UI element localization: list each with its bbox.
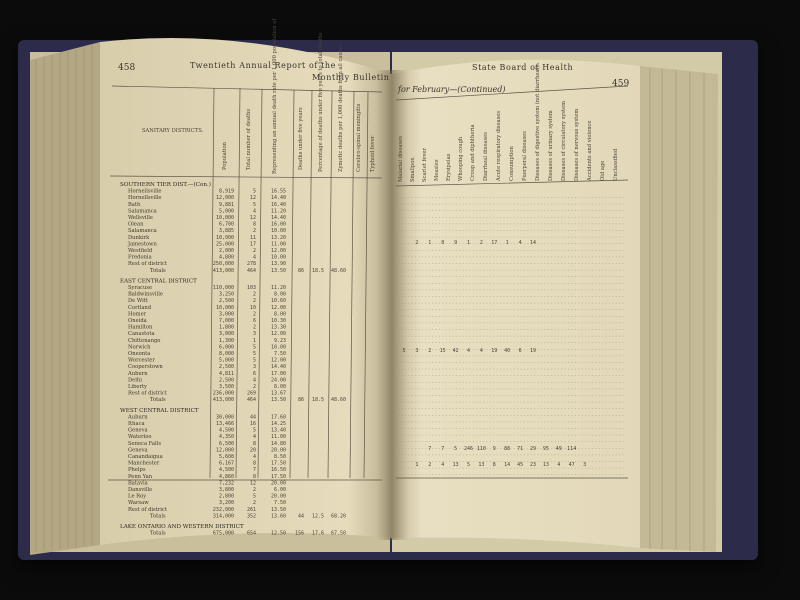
cell-value: 6 [518,348,522,354]
cell-value: 9.23 [273,337,286,344]
district-name: Chittenango [128,337,161,344]
cell-value: 10.00 [270,254,286,261]
cell-value: 3,500 [218,384,234,390]
cell-value: 246 [463,446,474,452]
cell-value: 2,500 [218,364,234,371]
cell-value: 20 [249,447,256,454]
cell-value: 13.30 [270,324,286,331]
cell-value: 13.50 [270,506,286,513]
cell-value: 110 [476,446,486,452]
cell-value: 30,000 [215,414,234,421]
cell-value: 5,608 [218,454,234,460]
district-name: Dansville [128,487,153,493]
cell-value: 11.20 [270,208,286,215]
totals-value: 156 [294,530,304,537]
totals-value: 67.50 [330,530,346,537]
section-title: LAKE ONTARIO AND WESTERN DISTRICT [120,524,244,530]
col-header-population: Population [222,141,228,170]
cell-value: 13.20 [270,234,286,241]
cell-value: 1,300 [218,337,234,344]
district-name: Dunkirk [128,234,150,241]
cell-value: 20.00 [270,493,286,500]
section-title: SOUTHERN TIER DIST.—(Con.) [120,182,211,188]
col-header-consumption: Consumption [509,146,515,181]
district-name: Salamanca [128,208,157,215]
district-name: Rest of district [128,390,167,397]
cell-value: 4 [518,240,522,246]
cell-value: 7 [428,446,432,452]
cell-value: 5,000 [218,357,234,364]
district-name: Wellsville [128,215,153,221]
cell-value: 40 [504,348,511,354]
cell-value: 8,000 [218,351,234,357]
right-running-header: State Board of Health [472,63,574,72]
district-name: Worcester [128,357,155,364]
cell-value: 19 [529,348,537,354]
cell-value: 3,800 [218,487,234,493]
district-name: Fredonia [128,254,152,261]
cell-value: 13 [452,462,459,468]
col-header-erysipelas: Erysipelas [446,153,452,181]
district-name: Auburn [128,414,148,421]
cell-value: 6,167 [218,460,234,467]
cell-value: 17 [491,240,498,246]
cell-value: 95 [542,446,549,452]
district-name: Canandaigua [128,454,163,460]
cell-value: 20.00 [270,447,286,454]
district-name: Hornellsville [128,195,162,202]
district-name: Westfield [128,248,153,254]
district-name: Oneida [128,318,147,324]
cell-value: 2,000 [218,248,234,254]
cell-value: 11.00 [270,434,286,441]
totals-label: Totals [150,397,166,404]
col-header-zymotic-deaths: Zymotic deaths per 1,000 deaths from all causes [338,43,344,172]
cell-value: 6,700 [218,221,234,228]
cell-value: 6 [252,370,256,377]
cell-value: 14.25 [270,421,286,427]
totals-value: 464 [246,267,256,274]
col-header-diarrheal: Diarrheal diseases [483,132,489,181]
cell-value: 5 [252,344,256,351]
cell-value: 14.40 [270,364,286,371]
cell-value: 16 [249,421,256,427]
cell-value: 5 [252,201,256,208]
col-header-total-deaths: Total number of deaths [246,108,252,170]
cell-value: 23 [529,462,537,468]
cell-value: 3,200 [218,500,234,507]
totals-value: 48.60 [330,397,346,404]
cell-value: 12 [249,480,256,487]
cell-value: 110,000 [212,285,234,291]
totals-value: 44 [297,513,304,520]
cell-value: 12 [249,215,256,221]
cell-value: 4,500 [218,467,234,474]
districts-label: SANITARY DISTRICTS. [142,128,204,134]
cell-value: 5 [454,446,458,452]
cell-value: 8,919 [218,188,234,195]
cell-value: 250,000 [212,261,234,268]
cell-value: 10,000 [215,304,234,311]
totals-value: 18.5 [311,267,324,274]
cell-value: 42 [452,348,459,354]
section-title: EAST CENTRAL DISTRICT [120,278,197,285]
cell-value: 8 [252,221,256,228]
district-name: Salamanca [128,228,157,235]
cell-value: 2 [252,311,256,318]
cell-value: 10.00 [270,228,286,235]
district-name: Hamilton [128,324,153,331]
cell-value: 8 [492,462,496,468]
cell-value: 5 [252,427,256,434]
totals-value: 314,000 [212,513,234,520]
totals-value: 352 [246,513,256,520]
left-running-header: Twentieth Annual Report of the [190,61,337,70]
cell-value: 236,000 [212,390,234,397]
cell-value: 3,000 [218,311,234,318]
cell-value: 3,250 [218,291,234,298]
cell-value: 6.00 [273,487,286,493]
cell-value: 13.90 [270,261,286,268]
cell-value: 14 [529,240,537,246]
cell-value: 3 [415,348,419,354]
col-header-old-age: Old age [600,160,606,181]
cell-value: 1,800 [218,324,234,331]
cell-value: 9 [454,240,458,246]
district-name: De Witt [128,298,148,305]
cell-value: 2 [252,487,256,493]
cell-value: 16.55 [270,188,286,195]
district-name: Homer [128,311,147,318]
cell-value: 2,500 [218,377,234,384]
totals-value: 13.50 [270,397,286,404]
district-name: Waterloo [128,434,152,441]
cell-value: 4 [479,348,483,354]
cell-value: 5 [252,357,256,364]
cell-value: 8 [252,440,256,447]
totals-label: Totals [150,267,166,274]
col-header-unclassified: Unclassified [613,148,619,181]
col-header-whooping-cough: Whooping cough [458,136,464,181]
totals-value: 48.60 [330,267,346,274]
cell-value: 2 [428,462,432,468]
district-name: Seneca Falls [128,440,162,447]
col-header-scarlet-fever: Scarlet fever [422,148,428,182]
district-name: Cooperstown [128,364,163,371]
district-name: Geneva [128,427,148,434]
district-name: Liberty [128,384,147,390]
cell-value: 5 [252,351,256,357]
cell-value: 2 [428,348,432,354]
col-header-measles: Measles [434,159,440,181]
cell-value: 17 [249,241,256,248]
cell-value: 16.40 [270,201,286,208]
totals-value: 464 [246,397,256,404]
district-name: Rest of district [128,506,167,513]
cell-value: 12,000 [215,195,234,202]
cell-value: 2 [252,298,256,305]
cell-value: 4,800 [218,254,234,261]
totals-value: 413,000 [212,267,234,274]
col-header-puerperal: Puerperal diseases [522,131,528,181]
continued-heading: for February—(Continued) [398,85,506,94]
cell-value: 12.00 [270,304,286,311]
totals-label: Totals [150,513,166,520]
cell-value: 2 [252,384,256,390]
cell-value: 1 [428,240,432,246]
cell-value: 13 [542,462,549,468]
cell-value: 8.00 [273,384,286,390]
col-header-circulatory: Diseases of circulatory system [561,100,567,181]
totals-value: 675,000 [212,530,234,537]
cell-value: 2 [479,240,483,246]
cell-value: 12.00 [270,357,286,364]
col-header-croup-diphtheria: Croup and diphtheria [470,124,476,181]
cell-value: 8.00 [273,311,286,318]
totals-value: 68.20 [330,513,346,520]
cell-value: 10.60 [270,298,286,305]
cell-value: 1 [415,462,419,468]
col-header-deaths-under-five: Deaths under five years [298,107,304,170]
cell-value: 7 [252,467,256,474]
cell-value: 12.00 [270,248,286,254]
cell-value: 4,350 [218,434,234,441]
cell-value: 2 [415,240,419,246]
district-name: Delhi [128,377,142,384]
cell-value: 3,000 [218,331,234,338]
district-name: Manchester [128,460,160,467]
cell-value: 261 [246,506,256,513]
cell-value: 16.00 [270,221,286,228]
cell-value: 1 [466,240,471,246]
col-header-typhoid: Typhoid fever [370,135,376,172]
right-edge-stack [640,66,718,552]
cell-value: 4 [557,462,561,468]
cell-value: 2 [252,291,256,298]
cell-value: 5 [252,493,256,500]
cell-value: 17.50 [270,473,286,480]
left-page-number: 458 [118,63,136,73]
cell-value: 7,232 [218,480,234,487]
cell-value: 14.80 [270,440,286,447]
cell-value: 3,885 [218,228,234,235]
cell-value: 8.00 [273,291,286,298]
district-name: Ithaca [128,421,145,427]
district-name: Hornellsville [128,188,162,195]
cell-value: 5 [252,188,256,195]
totals-value: 86 [297,267,304,274]
cell-value: 5 [466,462,471,468]
cell-value: 14 [504,462,511,468]
totals-value: 13.60 [270,513,286,520]
cell-value: 13 [478,462,485,468]
cell-value: 2 [252,228,256,235]
district-name: Batavia [128,480,148,487]
totals-value: 413,000 [212,397,234,404]
cell-value: 2,800 [218,493,234,500]
cell-value: 6 [252,318,256,324]
cell-value: 232,000 [212,506,234,513]
cell-value: 3 [252,331,256,338]
col-header-nervous: Diseases of nervous system [574,108,580,181]
cell-value: 7.50 [273,351,286,357]
cell-value: 10.00 [270,344,286,351]
district-name: Geneva [128,447,148,454]
cell-value: 13.40 [270,427,286,434]
cell-value: 25,000 [215,241,234,248]
cell-value: 12,000 [215,447,234,454]
left-edge-stack [30,42,100,555]
cell-value: 4,860 [218,473,234,480]
right-page-number: 459 [612,79,630,89]
cell-value: 49 [555,446,562,452]
cell-value: 24.00 [270,377,286,384]
cell-value: 2 [252,500,256,507]
totals-value: 654 [246,530,256,537]
cell-value: 6,000 [218,344,234,351]
cell-value: 12 [249,195,256,202]
cell-value: 8 [441,240,445,246]
cell-value: 20.00 [270,480,286,487]
totals-label: Totals [150,530,166,537]
monthly-bulletin-heading: Monthly Bulletin [312,73,390,82]
col-header-smallpox: Smallpox [410,157,416,182]
cell-value: 4,811 [218,370,234,377]
col-header-acute-respiratory: Acute respiratory diseases [496,110,502,181]
district-name: Warsaw [128,500,149,507]
district-name: Jamestown [128,241,157,248]
cell-value: 269 [246,390,256,397]
col-header-urinary: Diseases of urinary system [548,110,554,181]
col-header-digestive: Diseases of digestive system (not diarrheal) [535,65,541,181]
cell-value: 9,881 [218,201,234,208]
cell-value: 8.50 [273,454,286,460]
cell-value: 3 [252,364,256,371]
cell-value: 5 [402,348,406,354]
cell-value: 17.00 [270,370,286,377]
cell-value: 11.20 [270,285,286,291]
cell-value: 12.00 [270,331,286,338]
cell-value: 8 [252,473,256,480]
cell-value: 1 [505,240,509,246]
cell-value: 4,500 [218,427,234,434]
cell-value: 47 [568,462,575,468]
cell-value: 9 [492,446,496,452]
district-name: Syracuse [128,285,153,291]
cell-value: 8 [252,460,256,467]
district-name: Rest of district [128,261,167,268]
cell-value: 17.60 [270,414,286,421]
cell-value: 7,000 [218,318,234,324]
cell-value: 3 [583,462,587,468]
cell-value: 10.30 [270,318,286,324]
cell-value: 5,000 [218,208,234,215]
totals-value: 12.5 [311,513,324,520]
cell-value: 1 [252,337,256,344]
cell-value: 71 [517,446,524,452]
cell-value: 2 [252,248,256,254]
cell-value: 4 [252,434,256,441]
district-name: Phelps [128,467,146,474]
cell-value: 10,000 [215,215,234,221]
totals-value: 86 [297,397,304,404]
district-name: Penn Yan [128,473,153,480]
district-name: Oneonta [128,351,151,357]
cell-value: 10 [249,304,256,311]
section-title: WEST CENTRAL DISTRICT [120,407,199,414]
cell-value: 4 [252,454,256,460]
cell-value: 45 [517,462,524,468]
cell-value: 11 [249,234,256,241]
col-header-malarial: Malarial diseases [398,136,404,182]
cell-value: 2,500 [218,298,234,305]
cell-value: 103 [246,285,256,291]
district-name: Le Roy [128,493,147,500]
col-header-percentage-under-five: Percentage of deaths under five years to total deaths [318,32,324,172]
cell-value: 11.00 [270,241,286,248]
district-name: Norwich [128,344,151,351]
totals-value: 17.6 [311,530,324,537]
district-name: Canastota [128,331,155,338]
col-header-death-rate: Representing an annual death rate per 1,000 population of [272,18,278,174]
district-name: Auburn [128,370,148,377]
cell-value: 10,000 [215,234,234,241]
district-name: Olean [128,221,144,228]
cell-value: 17.50 [270,460,286,467]
totals-value: 13.50 [270,267,286,274]
cell-value: 13,466 [215,421,234,427]
cell-value: 4 [441,462,445,468]
cell-value: 14.40 [270,215,286,221]
cell-value: 278 [246,261,256,268]
totals-value: 12.50 [270,530,286,537]
cell-value: 114 [567,446,577,452]
col-header-meningitis: Cerebro-spinal meningitis [356,103,362,172]
cell-value: 4 [252,254,256,261]
cell-value: 16.50 [270,467,286,474]
district-name: Cortland [128,304,152,311]
cell-value: 14.40 [270,195,286,202]
cell-value: 7.50 [273,500,286,507]
cell-value: 4 [252,208,256,215]
district-name: Baldwinsville [128,291,163,298]
cell-value: 6,500 [218,440,234,447]
cell-value: 2 [252,324,256,331]
cell-value: 4 [466,348,471,354]
totals-value: 18.5 [311,397,324,404]
cell-value: 13.67 [270,390,286,397]
cell-value: 44 [249,414,256,421]
cell-value: 19 [491,348,498,354]
cell-value: 7 [441,446,445,452]
col-header-accidents: Accidents and violence [587,120,593,181]
district-name: Bath [128,201,141,208]
cell-value: 29 [529,446,537,452]
cell-value: 4 [252,377,256,384]
cell-value: 88 [504,446,511,452]
cell-value: 15 [439,348,446,354]
